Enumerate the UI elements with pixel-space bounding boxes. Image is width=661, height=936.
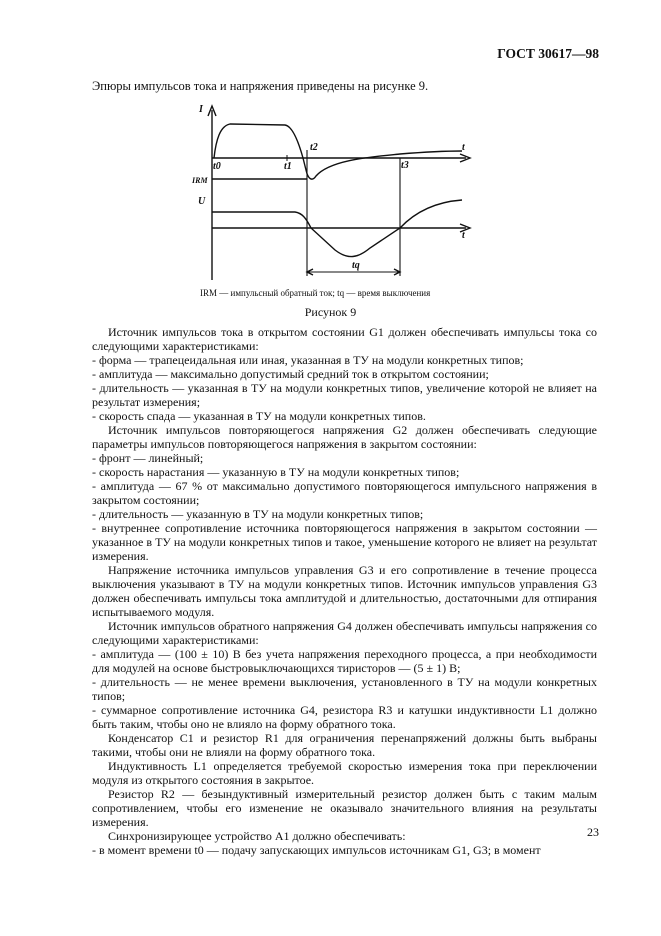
t1-label: t1	[284, 161, 292, 172]
page-number: 23	[587, 825, 599, 839]
paragraph: Резистор R2 — безындуктивный измерительный резистор должен быть с таким малым сопротивлением, чтобы его изменение не оказывало значительного влияния на результаты измерения.	[92, 787, 597, 829]
irm-label: IRM	[192, 176, 208, 185]
body-text	[92, 325, 597, 857]
list-item: - длительность — не менее времени выключения, установленного в ТУ на модули конкретных типов;	[92, 675, 597, 703]
list-item: - суммарное сопротивление источника G4, резистора R3 и катушки индуктивности L1 должно быть таким, чтобы оно не влияло на форму обратного тока.	[92, 703, 597, 731]
t2-label: t2	[310, 142, 318, 153]
figure-legend: IRM — импульсный обратный ток; tq — время выключения	[200, 288, 431, 298]
paragraph: Напряжение источника импульсов управления G3 и его сопротивление в течение процесса выключения указывают в ТУ на модули конкретных типов. Источник импульсов управления G3 должен обеспечивать импульсы тока амплитудой и длительностью, достаточными для отпирания испытываемого модуля.	[92, 563, 597, 619]
paragraph: Синхронизирующее устройство A1 должно обеспечивать:	[108, 829, 406, 843]
paragraph: Источник импульсов тока в открытом состоянии G1 должен обеспечивать импульсы тока со следующими характеристиками:	[92, 325, 597, 353]
tq-label: tq	[352, 260, 360, 271]
current-axis-label: I	[199, 104, 203, 115]
paragraph: Индуктивность L1 определяется требуемой скоростью измерения тока при переключении модуля из открытого состояния в закрытое.	[92, 759, 597, 787]
list-item: - в момент времени t0 — подачу запускающих импульсов источникам G1, G3; в момент	[92, 843, 541, 857]
list-item: - внутреннее сопротивление источника повторяющегося напряжения в закрытом состоянии — указанное в ТУ на модули конкретных типов и такое, уменьшение которого не влияет на результат измерения.	[92, 521, 597, 563]
list-item: - форма — трапецеидальная или иная, указанная в ТУ на модули конкретных типов;	[92, 353, 524, 367]
voltage-axis-label: U	[198, 196, 206, 207]
list-item: - длительность — указанную в ТУ на модули конкретных типов;	[92, 507, 424, 521]
current-waveform	[214, 124, 462, 179]
document-header: ГОСТ 30617—98	[497, 46, 599, 61]
paragraph: Источник импульсов повторяющегося напряжения G2 должен обеспечивать следующие параметры импульсов повторяющегося напряжения в закрытом состоянии:	[92, 423, 597, 451]
paragraph: Конденсатор C1 и резистор R1 для ограничения перенапряжений должны быть выбраны такими, чтобы они не влияли на форму обратного тока.	[92, 731, 597, 759]
list-item: - скорость нарастания — указанную в ТУ на модули конкретных типов;	[92, 465, 460, 479]
waveform-figure	[190, 100, 480, 285]
figure-caption: Рисунок 9	[304, 305, 357, 319]
list-item: - длительность — указанная в ТУ на модули конкретных типов, увеличение которой не влияет на результат измерения;	[92, 381, 597, 409]
list-item: - амплитуда — максимально допустимый средний ток в открытом состоянии;	[92, 367, 489, 381]
top-time-label: t	[462, 142, 465, 153]
intro-text: Эпюры импульсов тока и напряжения приведены на рисунке 9.	[92, 79, 429, 93]
t0-label: t0	[213, 161, 221, 172]
list-item: - амплитуда — 67 % от максимально допустимого повторяющегося импульсного напряжения в закрытом состоянии;	[92, 479, 597, 507]
bottom-time-label: t	[462, 230, 465, 241]
paragraph: Источник импульсов обратного напряжения G4 должен обеспечивать импульсы напряжения со следующими характеристиками:	[92, 619, 597, 647]
t3-label: t3	[401, 160, 409, 171]
list-item: - амплитуда — (100 ± 10) В без учета напряжения переходного процесса, а при необходимости для модулей на основе быстровыключающихся тиристоров — (5 ± 1) В;	[92, 647, 597, 675]
list-item: - скорость спада — указанная в ТУ на модули конкретных типов.	[92, 409, 426, 423]
list-item: - фронт — линейный;	[92, 451, 204, 465]
